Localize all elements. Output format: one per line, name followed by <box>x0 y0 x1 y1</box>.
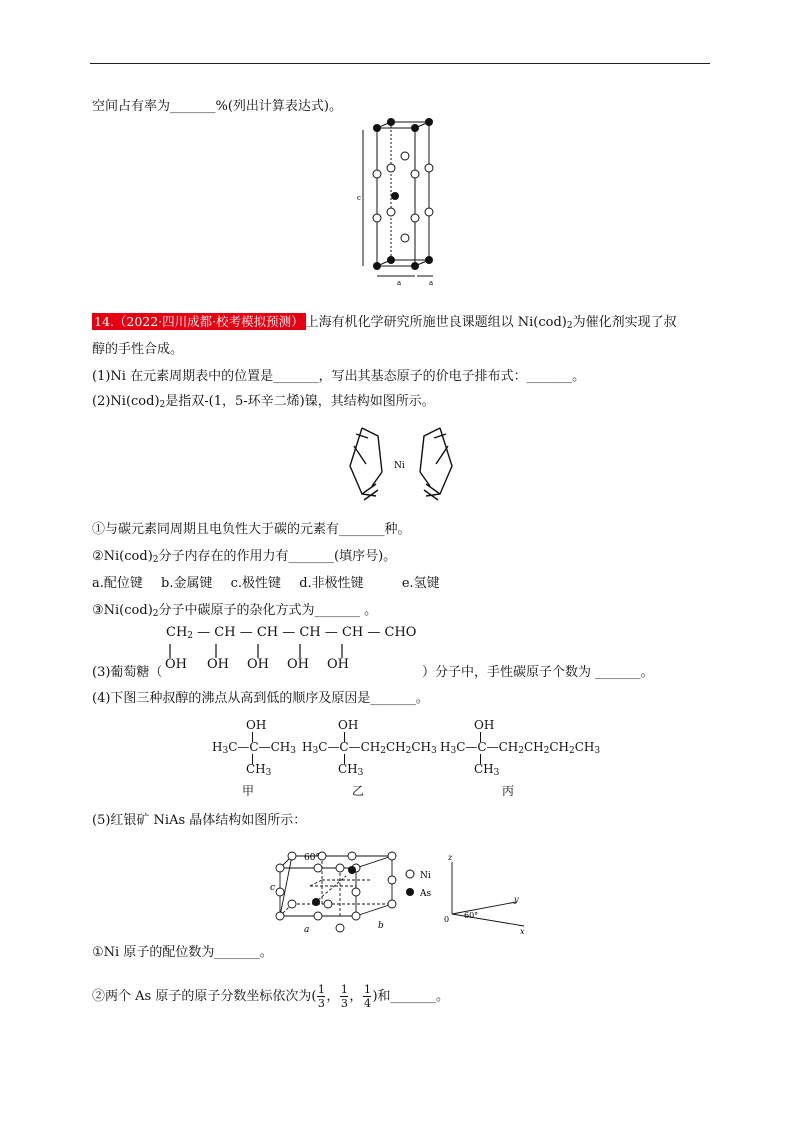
alcohols-figure: OH $H_3C—C—CH_3$ $CH_3$ 甲 OH $H_3C—C—CH_2CH_2CH_3$ $CH_3$ 乙 OH $H_3C—C—CH_2CH_2CH_2CH_3$ $CH_3$ 丙 <box>212 718 601 798</box>
svg-text:60°: 60° <box>464 911 479 920</box>
part3-start: (3)葡萄糖（ <box>92 665 163 680</box>
alcohol-yi: $H_3C—C—CH_2CH_2CH_3$ <box>302 740 437 756</box>
nias-crystal-figure <box>270 838 540 938</box>
fraction-1: $\frac{1}{3}$ <box>317 983 325 1010</box>
name-jia: 甲 <box>242 784 255 798</box>
q14-intro2: 醇的手性合成。 <box>92 342 184 357</box>
sub-q3: $③Ni(cod)_2$分子中碳原子的杂化方式为_______ 。 <box>92 603 378 619</box>
part4: (4)下图三种叔醇的沸点从高到低的顺序及原因是_______。 <box>92 691 429 706</box>
option-b: b.金属键 <box>161 576 213 591</box>
label-a2: a <box>429 279 434 287</box>
label-a1: a <box>397 279 402 287</box>
sub-q1: ①与碳元素同周期且电负性大于碳的元素有_______种。 <box>92 522 411 537</box>
ni-label: Ni <box>394 461 405 471</box>
label-c: c <box>357 194 361 202</box>
label-b: b <box>378 921 384 931</box>
sub-q2: $②Ni(cod)_2$分子内存在的作用力有_______(填序号)。 <box>92 549 397 565</box>
options-row <box>92 575 440 593</box>
nicod2-structure <box>342 416 460 508</box>
svg-text:0: 0 <box>444 915 450 924</box>
option-a: a.配位键 <box>92 576 143 591</box>
header-rule <box>90 63 710 64</box>
sub-q5-2: ②两个 As 原子的原子分数坐标依次为( $\frac{1}{3}$ ， $\frac{1}{3}$ ， $\frac{1}{4}$ )和_______。 <box>92 983 450 1010</box>
fraction-3: $\frac{1}{4}$ <box>363 983 371 1010</box>
svg-text:x: x <box>520 927 525 936</box>
legend-ni: Ni <box>420 871 431 881</box>
alcohol-jia: $H_3C—C—CH_3$ <box>212 740 296 756</box>
svg-text:z: z <box>448 853 453 862</box>
fraction-2: $\frac{1}{3}$ <box>340 983 348 1010</box>
part5: (5)红银矿 NiAs 晶体结构如图所示： <box>92 813 307 828</box>
part2: $(2)Ni(cod)_2$是指双-(1，5-环辛二烯)镍，其结构如图所示。 <box>92 394 435 410</box>
unit-cell-figure <box>355 118 455 288</box>
glucose-chain: $CH_2$ — CH — CH — CH — CH — CHO <box>166 625 417 641</box>
part1: (1)Ni 在元素周期表中的位置是_______，写出其基态原子的价电子排布式：_______。 <box>92 369 586 384</box>
label-c: c <box>270 883 276 893</box>
source-tag: 14.（2022·四川成都·校考模拟预测） <box>94 314 304 329</box>
label-a: a <box>304 925 310 935</box>
legend-as: As <box>420 889 432 899</box>
name-bing: 丙 <box>502 784 515 798</box>
option-c: c.极性键 <box>230 576 282 591</box>
sub-q5-1: ①Ni 原子的配位数为_______。 <box>92 945 273 960</box>
option-d: d.非极性键 <box>299 576 364 591</box>
part3-end: ）分子中，手性碳原子个数为 _______。 <box>422 665 654 680</box>
glucose-oh: OH OH OH OH OH <box>165 657 349 672</box>
q14-header: 14.（2022·四川成都·校考模拟预测） 上海有机化学研究所施世良课题组以 $Ni(cod)_2$为催化剂实现了叔 <box>94 314 677 331</box>
name-yi: 乙 <box>352 784 365 798</box>
alcohol-bing: $H_3C—C—CH_2CH_2CH_2CH_3$ <box>440 740 601 756</box>
option-e: e.氢键 <box>401 576 440 591</box>
svg-text:y: y <box>514 895 519 904</box>
space-fraction-line: 空间占有率为_______%(列出计算表达式)。 <box>92 99 342 114</box>
angle-label-1: 60° <box>304 853 320 863</box>
